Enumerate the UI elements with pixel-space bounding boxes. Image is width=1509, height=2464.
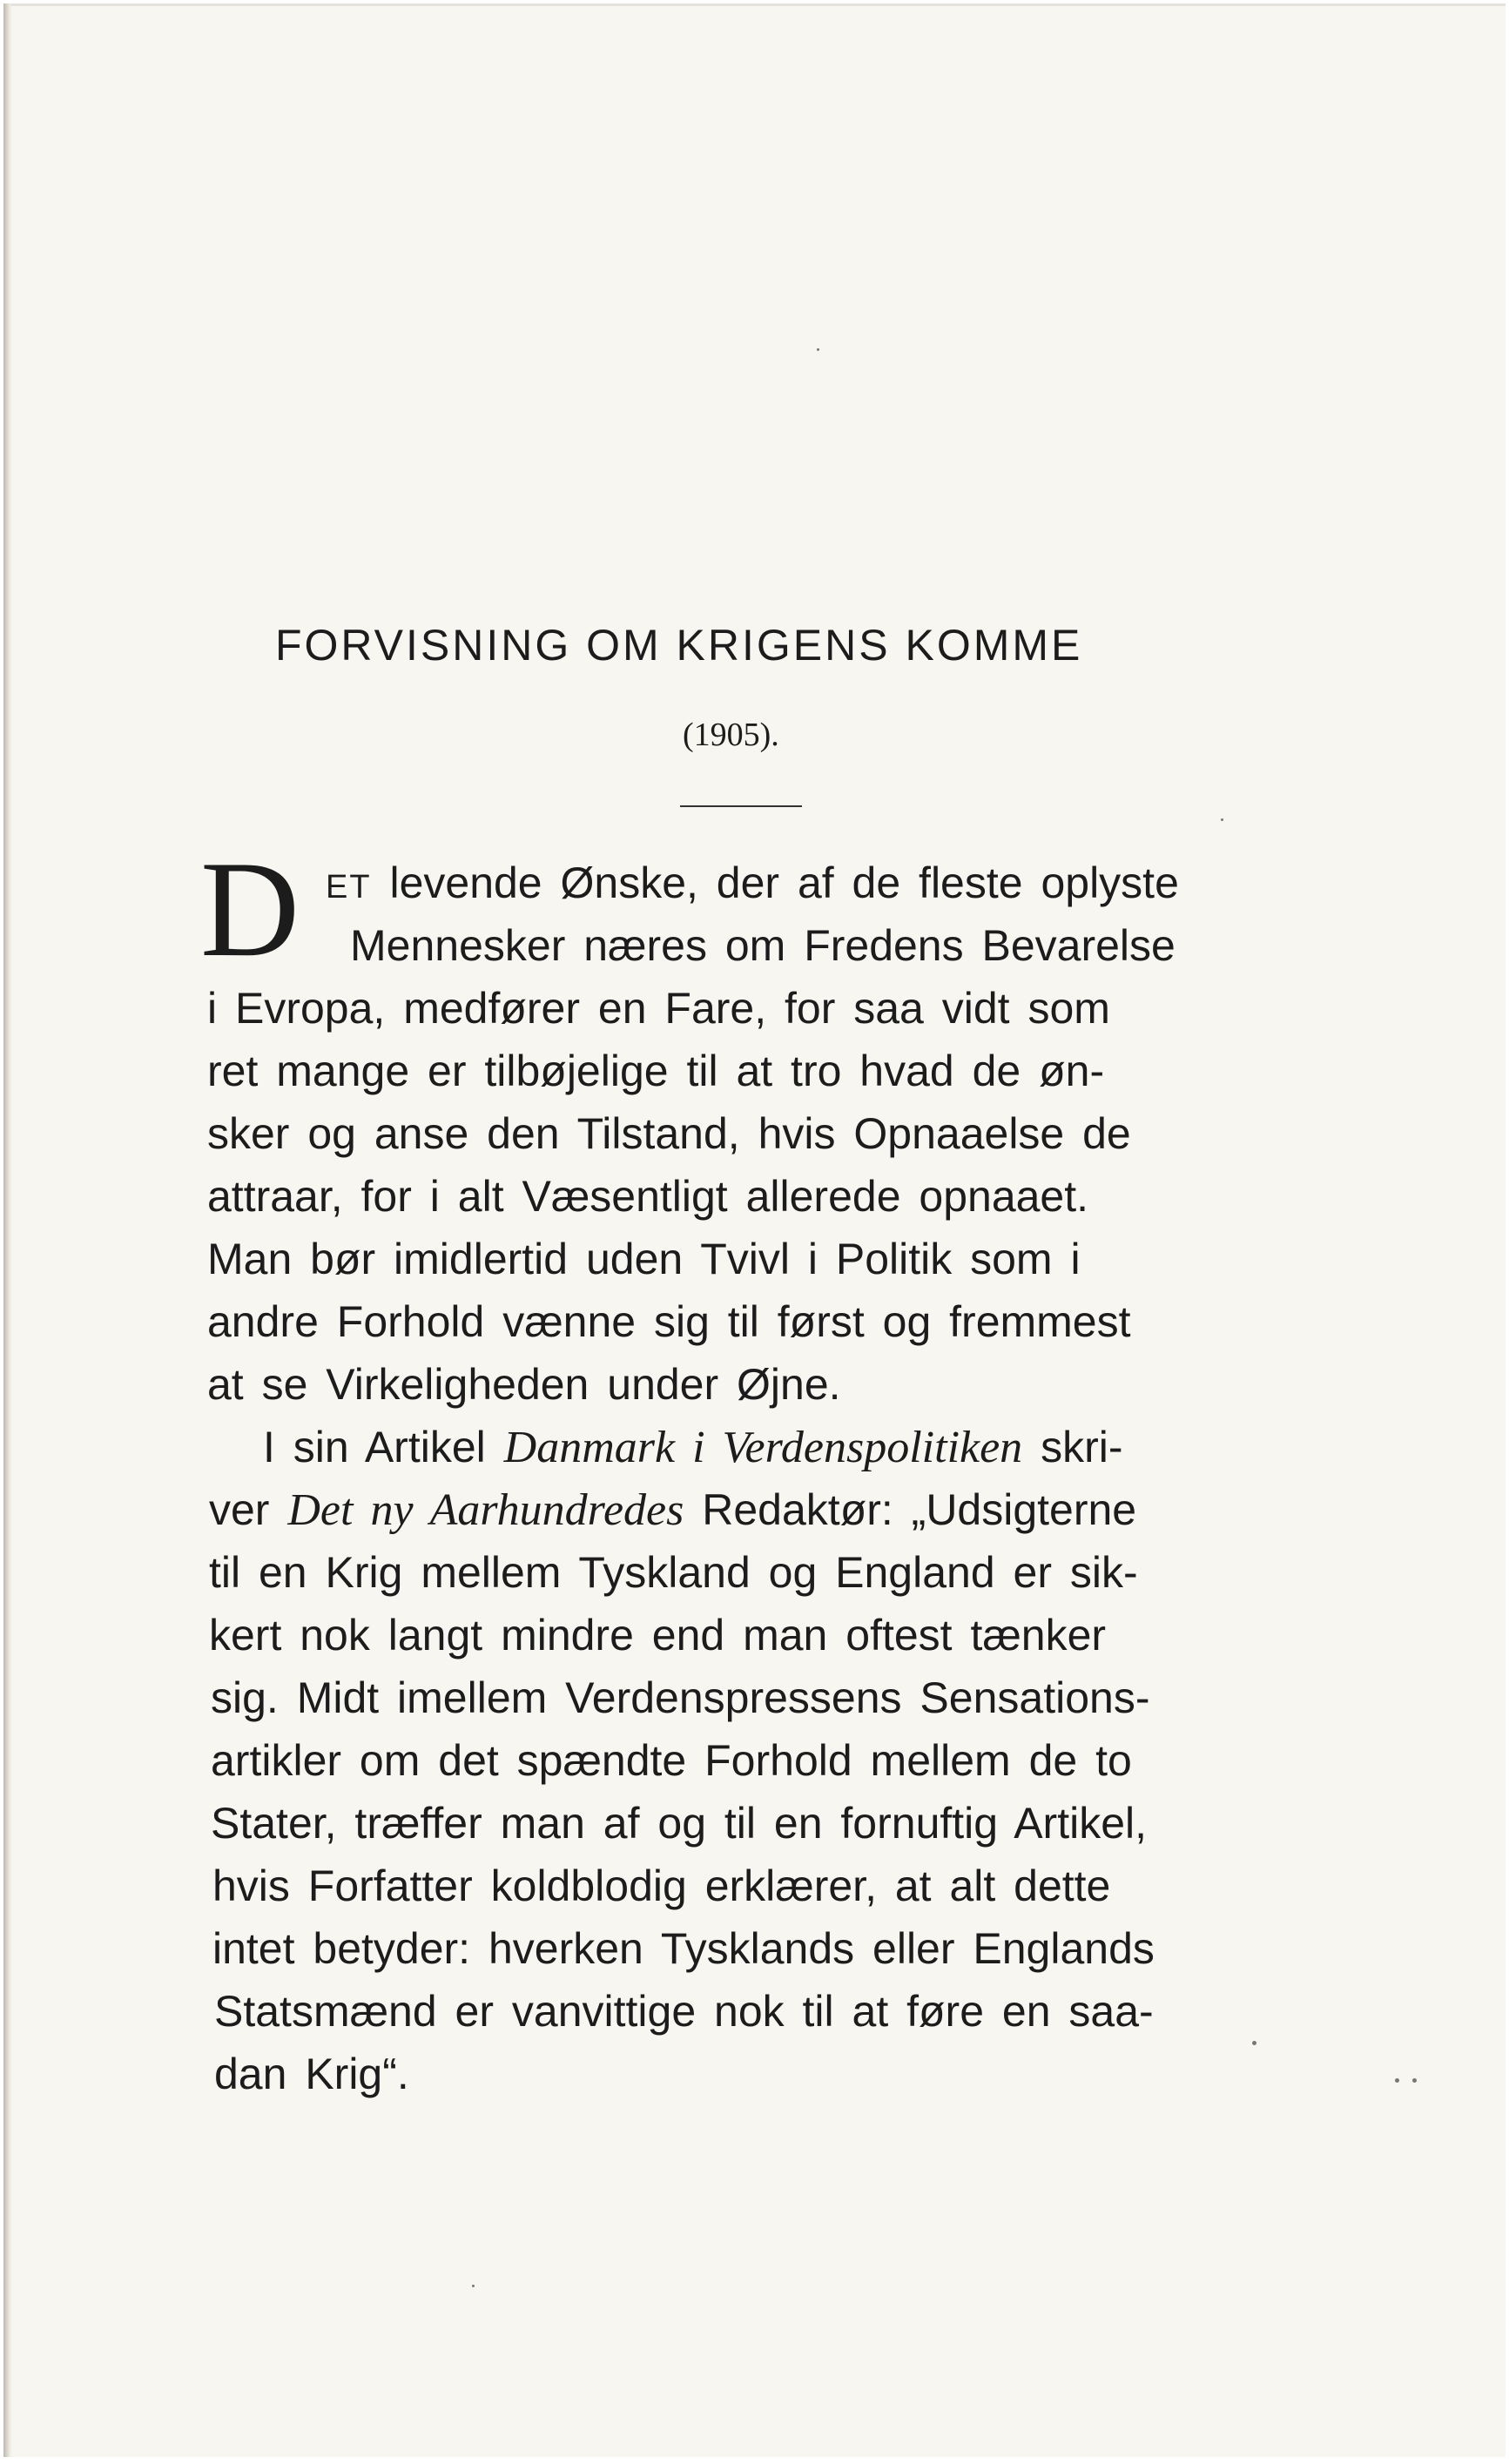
publication-title: Det ny Aarhundredes xyxy=(287,1485,684,1535)
text-line: intet betyder: hverken Tysklands eller Englands xyxy=(212,1924,1155,1973)
chapter-year: (1905). xyxy=(683,717,779,753)
line-text: skri- xyxy=(1041,1423,1123,1471)
text-line xyxy=(263,1421,1123,1473)
line-text: Redaktør: „Udsigterne xyxy=(702,1485,1137,1534)
text-line: sig. Midt imellem Verdenspressens Sensations- xyxy=(211,1673,1150,1722)
line-text: ver xyxy=(209,1485,270,1534)
text-line: artikler om det spændte Forhold mellem de to xyxy=(211,1736,1132,1785)
text-line: Stater, træffer man af og til en fornuftig Artikel, xyxy=(211,1799,1148,1848)
text-line: at se Virkeligheden under Øjne. xyxy=(207,1360,841,1409)
drop-cap: D xyxy=(200,833,300,986)
text-line: Statsmænd er vanvittige nok til at føre en saa- xyxy=(214,1987,1154,2036)
text-line: sker og anse den Tilstand, hvis Opnaaelse de xyxy=(207,1109,1131,1158)
page-edge-shadow xyxy=(3,3,12,2457)
text-line: dan Krig“. xyxy=(214,2050,409,2098)
paper-speck xyxy=(472,2285,475,2287)
paper-speck xyxy=(1221,818,1223,821)
text-line: kert nok langt mindre end man oftest tænker xyxy=(209,1611,1107,1659)
line-text: I sin Artikel xyxy=(263,1423,486,1471)
text-line: Man bør imidlertid uden Tvivl i Politik som i xyxy=(207,1235,1081,1283)
paper-speck xyxy=(1252,2041,1256,2045)
paper-speck xyxy=(817,348,819,351)
text-line: andre Forhold vænne sig til først og fremmest xyxy=(207,1297,1131,1346)
article-title: Danmark i Verdenspolitiken xyxy=(503,1423,1023,1472)
line-text: levende Ønske, der af de fleste oplyste xyxy=(389,858,1179,907)
text-line xyxy=(209,1484,1136,1536)
text-line: attraar, for i alt Væsentligt allerede opnaaet. xyxy=(207,1172,1089,1221)
lead-small-caps: ET xyxy=(326,869,372,905)
text-line: hvis Forfatter koldblodig erklærer, at alt dette xyxy=(212,1861,1111,1910)
paper-speck xyxy=(1412,2078,1417,2083)
paper-speck xyxy=(1395,2078,1399,2083)
title-divider xyxy=(680,805,802,807)
text-line xyxy=(326,857,1179,909)
text-line: til en Krig mellem Tyskland og England er sik- xyxy=(209,1548,1138,1597)
chapter-title: FORVISNING OM KRIGENS KOMME xyxy=(275,621,1083,670)
text-line: ret mange er tilbøjelige til at tro hvad de øn- xyxy=(207,1047,1105,1095)
book-page xyxy=(3,3,1506,2457)
text-line: i Evropa, medfører en Fare, for saa vidt som xyxy=(207,984,1110,1033)
text-line: Mennesker næres om Fredens Bevarelse xyxy=(350,921,1176,970)
